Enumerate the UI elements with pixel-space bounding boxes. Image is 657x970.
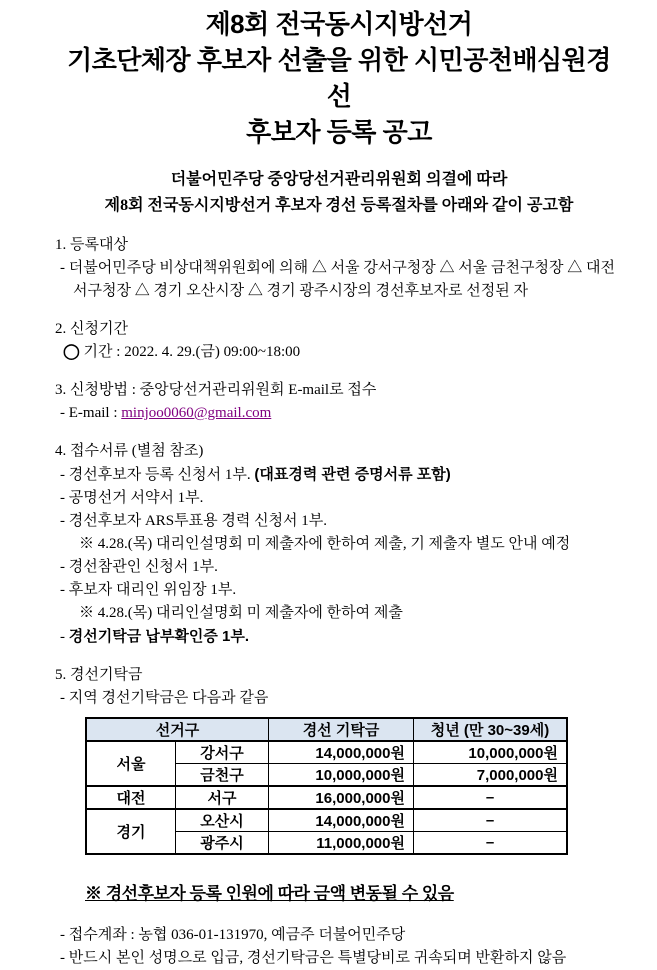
circle-bullet-icon: ◯: [63, 344, 80, 360]
section-registration-target: [55, 234, 623, 303]
title-line-2: 기초단체장 후보자 선출을 위한 시민공천배심원경선: [67, 45, 611, 111]
subtitle: [55, 167, 623, 219]
page-title: [55, 6, 623, 150]
col-header-constituency: 선거구: [86, 718, 269, 741]
col-header-deposit: 경선 기탁금: [269, 718, 414, 741]
section4-note-1: ※ 4.28.(목) 대리인설명회 미 제출자에 한하여 제출, 기 제출자 별도 안내 예정: [79, 536, 571, 552]
deposit-table-header-row: [86, 718, 567, 741]
section5-item: - 지역 경선기탁금은 다음과 같음: [60, 690, 269, 706]
section4-item1-text: - 경선후보자 등록 신청서 1부.: [60, 467, 255, 483]
section4-item-5: - 후보자 대리인 위임장 1부.: [60, 582, 237, 598]
account-note: - 접수계좌 : 농협 036-01-131970, 예금주 더불어민주당: [60, 927, 406, 943]
section3-email-line: [55, 402, 623, 425]
section4-item-4: - 경선참관인 신청서 1부.: [60, 559, 218, 575]
region-cell-seoul: 서울: [86, 741, 176, 786]
amount-change-warning: ※ 경선후보자 등록 인원에 따라 금액 변동될 수 있음: [85, 884, 454, 903]
title-line-3: 후보자 등록 공고: [246, 117, 432, 147]
section-application-period: [55, 318, 623, 364]
district-cell: 강서구: [176, 741, 269, 764]
district-cell: 오산시: [176, 809, 269, 832]
section4-heading: 4. 접수서류 (별첨 참조): [55, 443, 204, 459]
youth-cell: –: [414, 809, 568, 832]
section-application-method: [55, 379, 623, 425]
youth-cell: –: [414, 786, 568, 809]
section-required-documents: [55, 440, 623, 649]
amount-cell: 10,000,000원: [269, 764, 414, 787]
section2-period-line: [55, 341, 623, 364]
section5-heading: 5. 경선기탁금: [55, 667, 143, 683]
col-header-youth: 청년 (만 30~39세): [414, 718, 568, 741]
footnotes: [55, 924, 623, 970]
subtitle-line-1: 더불어민주당 중앙당선거관리위원회 의결에 따라: [170, 171, 508, 188]
section4-item-3: - 경선후보자 ARS투표용 경력 신청서 1부.: [60, 513, 328, 529]
section3-heading: 3. 신청방법 : 중앙당선거관리위원회 E-mail로 접수: [55, 382, 377, 398]
section1-heading: 1. 등록대상: [55, 237, 128, 253]
email-link[interactable]: minjoo0060@gmail.com: [121, 405, 272, 421]
subtitle-line-2: 제8회 전국동시지방선거 후보자 경선 등록절차를 아래와 같이 공고함: [104, 197, 574, 214]
section4-item-2: - 공명선거 서약서 1부.: [60, 490, 204, 506]
section4-item-1: [55, 463, 623, 487]
youth-cell: 10,000,000원: [414, 741, 568, 764]
section4-item6-prefix: -: [60, 629, 69, 645]
section4-note-2: ※ 4.28.(목) 대리인설명회 미 제출자에 한하여 제출: [79, 605, 403, 621]
section4-item-6: [55, 625, 623, 649]
amount-cell: 14,000,000원: [269, 741, 414, 764]
amount-cell: 14,000,000원: [269, 809, 414, 832]
region-cell-daejeon: 대전: [86, 786, 176, 809]
section1-item: - 더불어민주당 비상대책위원회에 의해 △ 서울 강서구청장 △ 서울 금천구청장 △ 대전 서구청장 △ 경기 오산시장 △ 경기 광주시장의 경선후보자로 선정된 자: [60, 260, 615, 299]
section-deposit: [55, 664, 623, 970]
youth-cell: –: [414, 832, 568, 855]
email-label: - E-mail :: [60, 405, 122, 421]
section2-heading: 2. 신청기간: [55, 321, 128, 337]
district-cell: 서구: [176, 786, 269, 809]
table-row-gangseo: [86, 741, 567, 764]
district-cell: 금천구: [176, 764, 269, 787]
region-cell-gyeonggi: 경기: [86, 809, 176, 854]
table-row-seogu: [86, 786, 567, 809]
table-row-osan: [86, 809, 567, 832]
title-line-1: 제8회 전국동시지방선거: [205, 9, 473, 39]
amount-cell: 16,000,000원: [269, 786, 414, 809]
deposit-rule-note: - 반드시 본인 성명으로 입금, 경선기탁금은 특별당비로 귀속되며 반환하지 않음: [60, 950, 567, 966]
deposit-table: [85, 717, 568, 855]
section4-item6-bold: 경선기탁금 납부확인증 1부.: [68, 628, 249, 645]
section4-item1-bold: (대표경력 관련 증명서류 포함): [254, 466, 451, 483]
section2-period: 기간 : 2022. 4. 29.(금) 09:00~18:00: [83, 344, 301, 360]
youth-cell: 7,000,000원: [414, 764, 568, 787]
district-cell: 광주시: [176, 832, 269, 855]
amount-cell: 11,000,000원: [269, 832, 414, 855]
